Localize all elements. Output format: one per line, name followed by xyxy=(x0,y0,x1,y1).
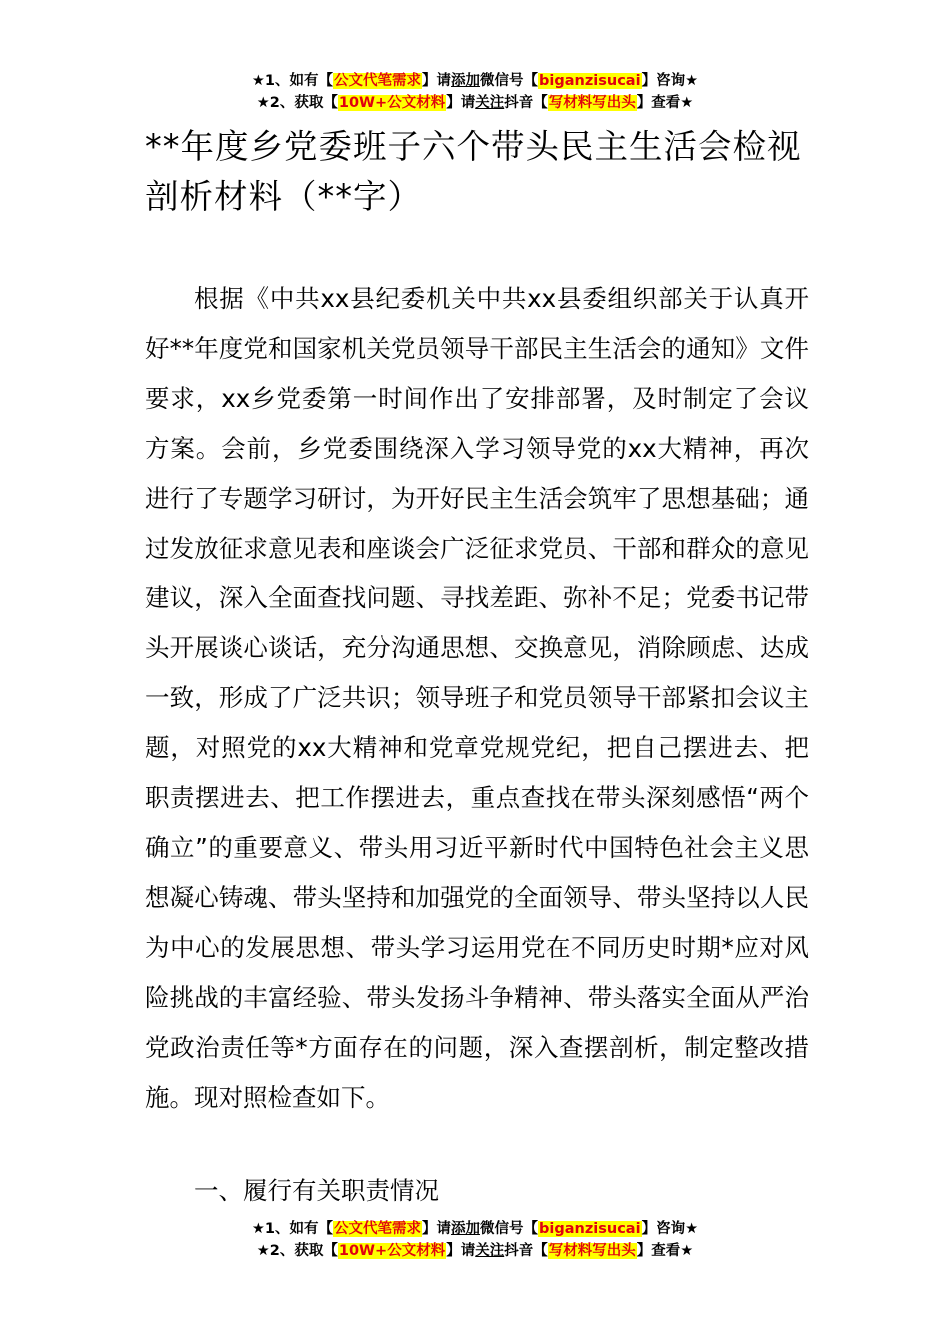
banner-1-highlight-service: 公文代笔需求 xyxy=(334,73,422,89)
banner-line-2 xyxy=(0,92,950,114)
banner-2-mid: 】请 xyxy=(446,1243,476,1259)
banner-2-suffix: 】查看★ xyxy=(636,1243,694,1259)
section-heading: 一、履行有关职责情况 xyxy=(194,1176,439,1205)
banner-1-prefix: ★1、如有【 xyxy=(251,1221,334,1237)
document-body xyxy=(145,274,809,1122)
banner-1-emphasis: 添加 xyxy=(451,73,481,89)
body-paragraph: 根据《中共xx县纪委机关中共xx县委组织部关于认真开好**年度党和国家机关党员领导干部民主生活会的通知》文件要求，xx乡党委第一时间作出了安排部署，及时制定了会议方案。会前，乡党委围绕深入学习领导党的xx大精神，再次进行了专题学习研讨，为开好民主生活会筑牢了思想基础；通过发放征求意见表和座谈会广泛征求党员、干部和群众的意见建议，深入全面查找问题、寻找差距、弥补不足；党委书记带头开展谈心谈话，充分沟通思想、交换意见，消除顾虑、达成一致，形成了广泛共识；领导班子和党员领导干部紧扣会议主题，对照党的xx大精神和党章党规党纪，把自己摆进去、把职责摆进去、把工作摆进去，重点查找在带头深刻感悟“两个确立”的重要意义、带头用习近平新时代中国特色社会主义思想凝心铸魂、带头坚持和加强党的全面领导、带头坚持以人民为中心的发展思想、带头学习运用党在不同历史时期*应对风险挑战的丰富经验、带头发扬斗争精神、带头落实全面从严治党政治责任等*方面存在的问题，深入查摆剖析，制定整改措施。现对照检查如下。 xyxy=(145,284,809,1112)
banner-line-1-bottom xyxy=(0,1218,950,1240)
banner-2-highlight-materials: 10W+公文材料 xyxy=(338,1243,446,1259)
banner-1-suffix: 】咨询★ xyxy=(641,1221,699,1237)
banner-1-emphasis: 添加 xyxy=(451,1221,481,1237)
banner-line-1 xyxy=(0,70,950,92)
bottom-banner xyxy=(0,1218,950,1262)
top-banner xyxy=(0,70,950,114)
banner-2-suffix: 】查看★ xyxy=(636,95,694,111)
banner-2-highlight-materials: 10W+公文材料 xyxy=(338,95,446,111)
banner-2-highlight-douyin-id: 写材料写出头 xyxy=(548,1243,636,1259)
banner-2-mid: 】请 xyxy=(446,95,476,111)
banner-2-mid2: 抖音【 xyxy=(504,1243,548,1259)
banner-2-prefix: ★2、获取【 xyxy=(256,95,338,111)
banner-1-mid2: 微信号【 xyxy=(480,1221,539,1237)
banner-1-suffix: 】咨询★ xyxy=(641,73,699,89)
banner-2-highlight-douyin-id: 写材料写出头 xyxy=(548,95,636,111)
banner-2-mid2: 抖音【 xyxy=(504,95,548,111)
document-title: **年度乡党委班子六个带头民主生活会检视剖析材料（**字） xyxy=(145,127,802,216)
banner-1-highlight-wechat-id: biganzisucai xyxy=(539,73,641,89)
banner-1-highlight-wechat-id: biganzisucai xyxy=(539,1221,641,1237)
banner-1-mid2: 微信号【 xyxy=(480,73,539,89)
banner-line-2-bottom xyxy=(0,1240,950,1262)
banner-1-mid: 】请 xyxy=(422,1221,452,1237)
banner-1-mid: 】请 xyxy=(422,73,452,89)
banner-1-highlight-service: 公文代笔需求 xyxy=(334,1221,422,1237)
banner-1-prefix: ★1、如有【 xyxy=(251,73,334,89)
banner-2-prefix: ★2、获取【 xyxy=(256,1243,338,1259)
banner-2-emphasis: 关注 xyxy=(475,1243,505,1259)
banner-2-emphasis: 关注 xyxy=(475,95,505,111)
